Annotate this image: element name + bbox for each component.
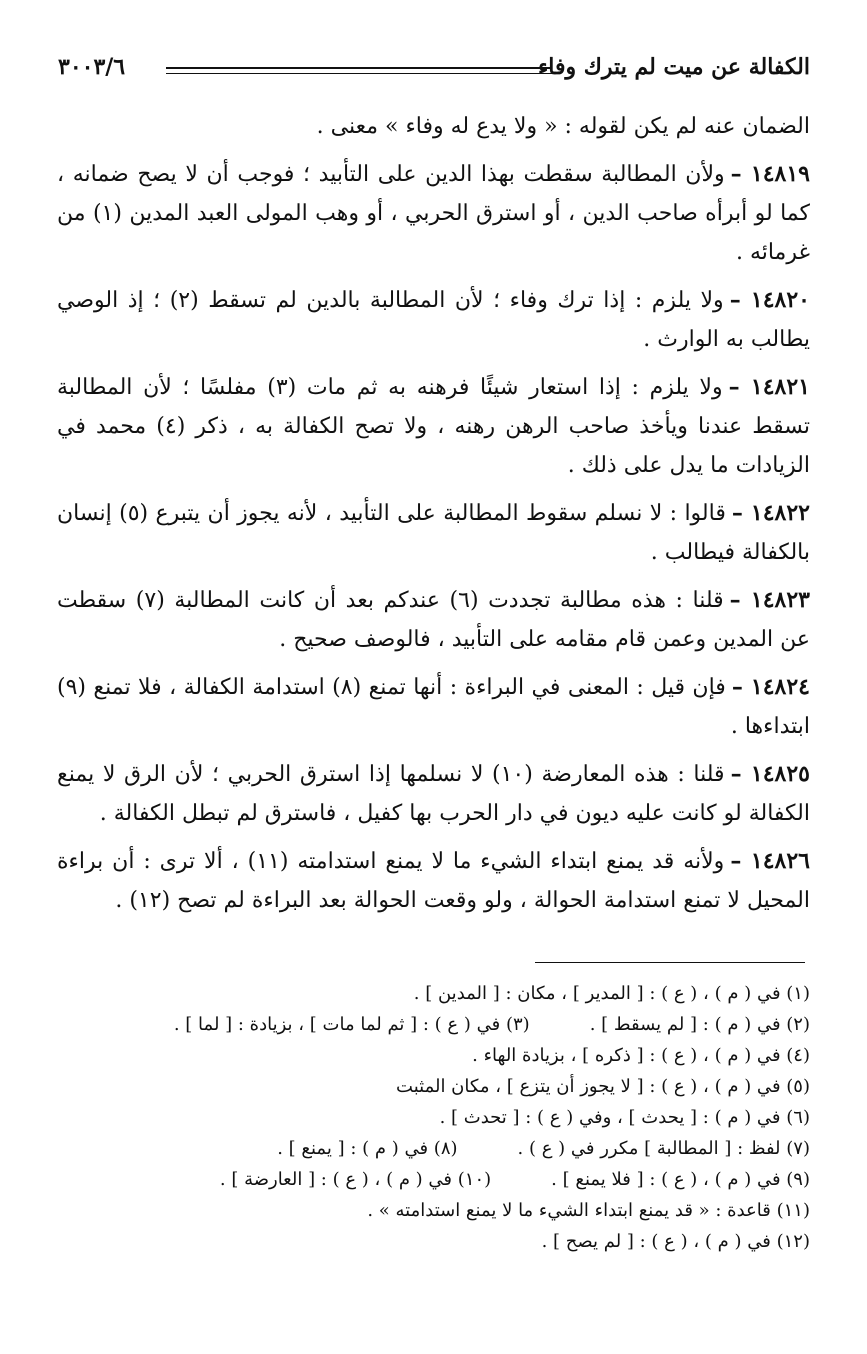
footnote-line <box>60 1133 810 1164</box>
footnotes <box>60 978 810 1257</box>
footnote-line <box>60 1102 810 1133</box>
paragraph <box>57 368 810 485</box>
paragraph <box>57 155 810 272</box>
footnote: (١١) قاعدة : « قد يمنع ابتداء الشيء ما لا يمنع استدامته » . <box>367 1200 810 1221</box>
paragraph-text: قلنا : هذه المعارضة (١٠) لا نسلمها إذا استرق الحربي ؛ لأن الرق لا يمنع الكفالة لو كانت عليه ديون في دار الحرب بها كفيل ، فاسترق لم تبطل الكفالة . <box>57 762 810 826</box>
footnote-line <box>60 1164 810 1195</box>
footnote: (٩) في ( م ) ، ( ع ) : [ فلا يمنع ] . <box>551 1169 810 1190</box>
footnote-separator <box>535 962 805 963</box>
paragraph <box>57 581 810 659</box>
footnote: (١٢) في ( م ) ، ( ع ) : [ لم يصح ] . <box>541 1231 810 1252</box>
paragraph <box>57 842 810 920</box>
paragraph-number: ١٤٨١٩ – <box>730 161 810 187</box>
paragraph-number: ١٤٨٢٠ – <box>729 287 810 313</box>
paragraph-text: قلنا : هذه مطالبة تجددت (٦) عندكم بعد أن كانت المطالبة (٧) سقطت عن المدين وعمن قام مقامه على التأبيد ، فالوصف صحيح . <box>57 588 810 652</box>
paragraph <box>57 281 810 359</box>
paragraph-number: ١٤٨٢٤ – <box>731 674 810 700</box>
paragraph-number: ١٤٨٢٢ – <box>731 500 810 526</box>
footnote-line <box>60 978 810 1009</box>
paragraph-text: قالوا : لا نسلم سقوط المطالبة على التأبيد ، لأنه يجوز أن يتبرع (٥) إنسان بالكفالة فيطالب . <box>57 501 810 565</box>
footnote: (٧) لفظ : [ المطالبة ] مكرر في ( ع ) . <box>517 1138 810 1159</box>
paragraph-number: ١٤٨٢٦ – <box>730 848 810 874</box>
footnote: (١) في ( م ) ، ( ع ) : [ المدير ] ، مكان : [ المدين ] . <box>413 983 810 1004</box>
paragraph-number: ١٤٨٢١ – <box>728 374 810 400</box>
paragraph-text: ولأن المطالبة سقطت بهذا الدين على التأبيد ؛ فوجب أن لا يصح ضمانه ، كما لو أبرأه صاحب الدين ، أو استرق الحربي ، أو وهب المولى العبد المدين (١) من غرمائه . <box>57 162 810 265</box>
footnote: (٦) في ( م ) : [ يحدث ] ، وفي ( ع ) : [ تحدث ] . <box>439 1107 810 1128</box>
footnote-line <box>60 1226 810 1257</box>
main-text <box>57 107 810 929</box>
paragraph <box>57 107 810 146</box>
running-title: الكفالة عن ميت لم يترك وفاء <box>537 54 810 80</box>
header-rule <box>166 67 552 74</box>
paragraph-text: ولا يلزم : إذا ترك وفاء ؛ لأن المطالبة بالدين لم تسقط (٢) ؛ إذ الوصي يطالب به الوارث . <box>57 288 810 352</box>
footnote-line <box>60 1071 810 1102</box>
paragraph-text: ولا يلزم : إذا استعار شيئًا فرهنه به ثم مات (٣) مفلسًا ؛ لأن المطالبة تسقط عندنا ويأخذ صاحب الرهن رهنه ، ولا تصح الكفالة به ، ذكر (٤) محمد في الزيادات ما يدل على ذلك . <box>57 375 810 478</box>
footnote-line <box>60 1040 810 1071</box>
footnote: (٢) في ( م ) : [ لم يسقط ] . <box>589 1014 810 1035</box>
footnote: (٥) في ( م ) ، ( ع ) : [ لا يجوز أن يتزع ] ، مكان المثبت <box>396 1076 810 1097</box>
footnote: (٣) في ( ع ) : [ ثم لما مات ] ، بزيادة : [ لما ] . <box>173 1014 530 1035</box>
paragraph-text: الضمان عنه لم يكن لقوله : « ولا يدع له وفاء » معنى . <box>316 114 810 139</box>
paragraph <box>57 755 810 833</box>
footnote-line <box>60 1195 810 1226</box>
paragraph-text: ولأنه قد يمنع ابتداء الشيء ما لا يمنع استدامته (١١) ، ألا ترى : أن براءة المحيل لا تمنع استدامة الحوالة ، ولو وقعت الحوالة بعد البراءة لم تصح (١٢) . <box>57 849 810 913</box>
paragraph <box>57 494 810 572</box>
paragraph-text: فإن قيل : المعنى في البراءة : أنها تمنع (٨) استدامة الكفالة ، فلا تمنع (٩) ابتداءها . <box>57 675 810 739</box>
footnote: (٤) في ( م ) ، ( ع ) : [ ذكره ] ، بزيادة الهاء . <box>472 1045 810 1066</box>
footnote-line <box>60 1009 810 1040</box>
paragraph <box>57 668 810 746</box>
paragraph-number: ١٤٨٢٣ – <box>729 587 810 613</box>
footnote: (١٠) في ( م ) ، ( ع ) : [ العارضة ] . <box>219 1169 492 1190</box>
page-number: ٣٠٠٣/٦ <box>58 54 126 80</box>
paragraph-number: ١٤٨٢٥ – <box>730 761 810 787</box>
footnote: (٨) في ( م ) : [ يمنع ] . <box>277 1138 458 1159</box>
page-header <box>58 50 810 90</box>
